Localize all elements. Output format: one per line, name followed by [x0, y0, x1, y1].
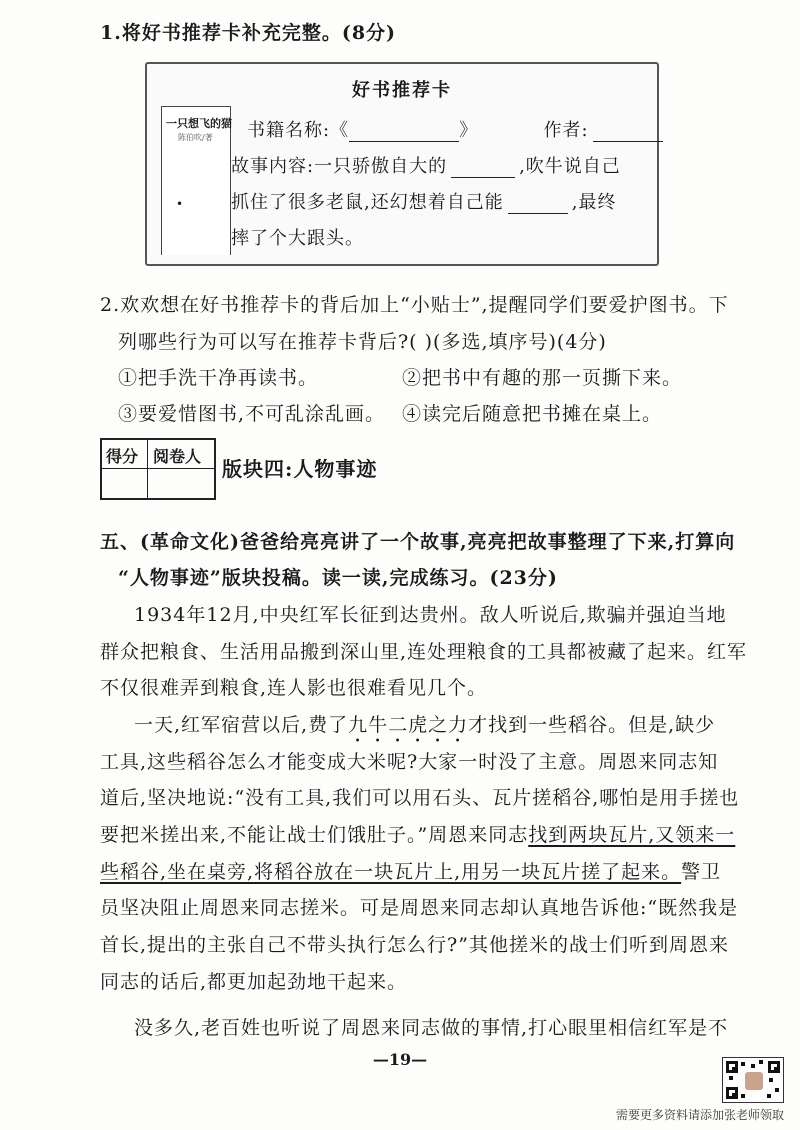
section-title: 版块四:人物事迹	[222, 457, 378, 481]
passage-p2-line-8: 同志的话后,都更加起劲地干起来。	[100, 971, 408, 993]
book-name-label: 书籍名称:《	[247, 120, 350, 141]
author-label: 作者:	[543, 120, 589, 141]
passage-p2-line-4	[100, 820, 735, 847]
card-title: 好书推荐卡	[352, 80, 452, 101]
passage-p2-line-2: 工具,这些稻谷怎么才能变成大米呢?大家一时没了主意。周恩来同志知	[100, 751, 719, 773]
passage-p2-line-3: 道后,坚决地说:“没有工具,我们可以用石头、瓦片搓稻谷,哪怕是用手搓也	[100, 787, 740, 809]
score-box	[100, 438, 216, 500]
book-name-line	[247, 116, 663, 142]
author-blank[interactable]	[593, 123, 663, 142]
story-line-2-post: ,最终	[571, 192, 617, 213]
book-cover-image	[161, 106, 231, 255]
question-2-option-4: ④读完后随意把书摊在桌上。	[402, 403, 663, 425]
passage-p1-line-2: 群众把粮食、生活用品搬到深山里,连处理粮食的工具都被藏了起来。红军	[100, 641, 748, 663]
story-line-1	[231, 152, 621, 178]
underlined-sentence-part-2: 些稻谷,坐在桌旁,将稻谷放在一块瓦片上,用另一块瓦片搓了起来。	[100, 861, 682, 883]
question-1-title: 1.将好书推荐卡补充完整。(8分)	[100, 22, 397, 44]
passage-p2-line-5-b: 警卫	[681, 861, 722, 883]
passage-p1-line-1: 1934年12月,中央红军长征到达贵州。敌人听说后,欺骗并强迫当地	[134, 604, 727, 626]
passage-p3-line-1: 没多久,老百姓也听说了周恩来同志做的事情,打心眼里相信红军是不	[134, 1017, 729, 1039]
story-line-1-pre: 故事内容:一只骄傲自大的	[231, 156, 448, 177]
book-name-blank[interactable]	[349, 123, 459, 142]
book-cover-author: 陈伯吹/著	[178, 133, 213, 142]
passage-p2-line-1-b: 才找到一些稻谷。但是,缺少	[468, 714, 716, 736]
story-line-1-post: ,吹牛说自己	[519, 156, 621, 177]
question-2-line-2: 列哪些行为可以写在推荐卡背后?( )(多选,填序号)(4分)	[118, 331, 607, 353]
dotted-idiom: 九牛二虎之力	[348, 714, 469, 736]
story-line-2	[231, 188, 616, 214]
page-number: —19—	[372, 1050, 428, 1069]
passage-p2-line-4-a: 要把米搓出来,不能让战士们饿肚子。”周恩来同志	[100, 824, 529, 846]
question-2-option-1: ①把手洗干净再读书。	[118, 367, 319, 389]
book-cover-dot: •	[176, 197, 184, 211]
underlined-sentence-part-1: 找到两块瓦片,又领来一	[528, 824, 736, 846]
avatar	[745, 1072, 763, 1090]
grader-label: 阅卷人	[153, 447, 202, 466]
story-blank-2[interactable]	[508, 195, 568, 214]
story-line-2-pre: 抓住了很多老鼠,还幻想着自己能	[231, 192, 504, 213]
story-blank-1[interactable]	[451, 159, 515, 178]
question-2-option-2: ②把书中有趣的那一页撕下来。	[402, 367, 683, 389]
question-5-line-1: 五、(革命文化)爸爸给亮亮讲了一个故事,亮亮把故事整理了下来,打算向	[100, 531, 736, 553]
story-line-3: 摔了个大跟头。	[231, 228, 364, 249]
book-name-close: 》	[459, 120, 479, 141]
question-5-line-2: “人物事迹”版块投稿。读一读,完成练习。(23分)	[118, 567, 558, 589]
footer-note: 需要更多资料请添加张老师领取	[615, 1108, 784, 1122]
passage-p2-line-1-a: 一天,红军宿营以后,费了	[134, 714, 349, 736]
passage-p2-line-6: 员坚决阻止周恩来同志搓米。可是周恩来同志却认真地告诉他:“既然我是	[100, 897, 739, 919]
passage-p1-line-3: 不仅很难弄到粮食,连人影也很难看见几个。	[100, 677, 488, 699]
question-2-line-1: 2.欢欢想在好书推荐卡的背后加上“小贴士”,提醒同学们要爱护图书。下	[100, 294, 729, 316]
question-2-option-3: ③要爱惜图书,不可乱涂乱画。	[118, 403, 386, 425]
passage-p2-line-1	[134, 710, 715, 747]
passage-p2-line-7: 首长,提出的主张自己不带头执行怎么行?”其他搓米的战士们听到周恩来	[100, 934, 729, 956]
score-label: 得分	[106, 447, 139, 466]
book-recommendation-card	[145, 62, 659, 266]
book-cover-title: 一只想飞的猫	[166, 117, 232, 130]
passage-p2-line-5	[100, 857, 721, 884]
qr-code-icon[interactable]	[722, 1057, 784, 1103]
